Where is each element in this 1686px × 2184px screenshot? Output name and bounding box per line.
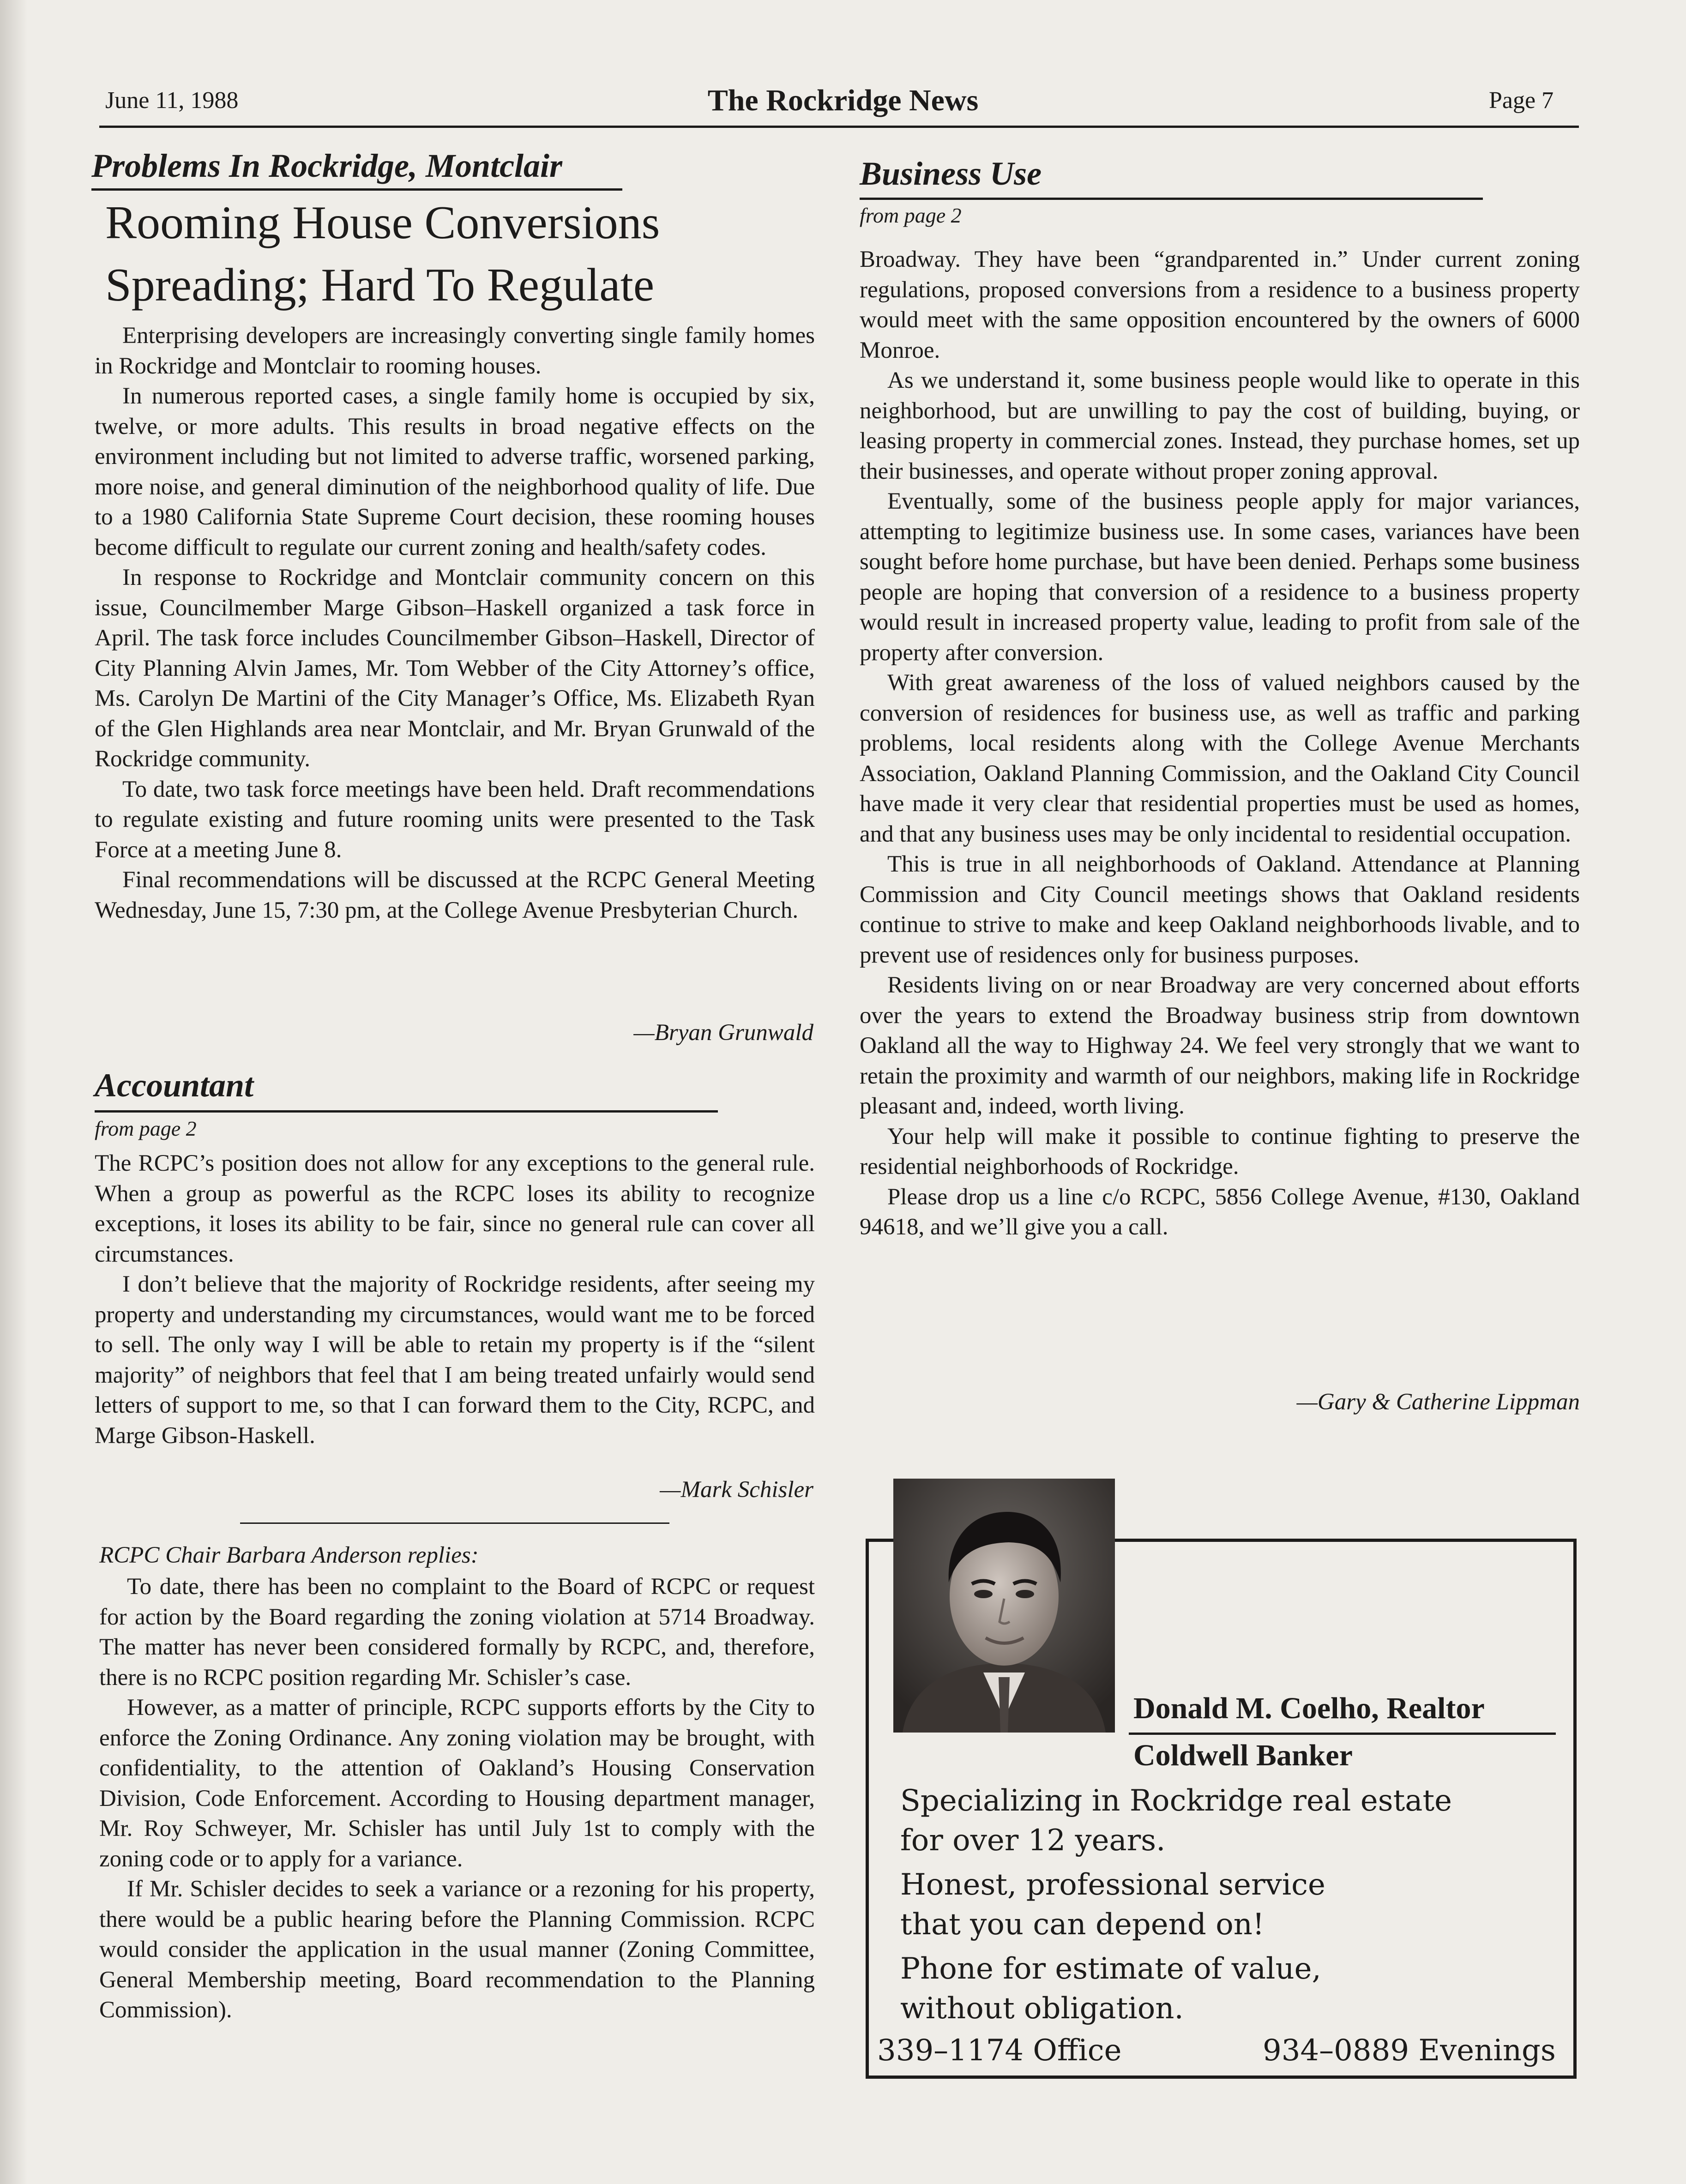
ad-line: Phone for estimate of value, xyxy=(900,1952,1321,1986)
reply-intro: RCPC Chair Barbara Anderson replies: xyxy=(99,1542,479,1568)
accountant-from-page: from page 2 xyxy=(95,1117,197,1140)
ad-line: Honest, professional service xyxy=(900,1868,1325,1902)
reply-separator-rule xyxy=(240,1522,669,1524)
rooming-byline: —Bryan Grunwald xyxy=(633,1020,813,1046)
accountant-rule xyxy=(95,1110,718,1113)
rooming-headline-line2: Spreading; Hard To Regulate xyxy=(105,259,655,311)
portrait-illustration xyxy=(893,1479,1115,1733)
rooming-paragraph: To date, two task force meetings have been held. Draft recommendations to regulate existing and future rooming units were presented to the Task Force at a meeting June 8. xyxy=(95,776,815,863)
accountant-paragraph: I don’t believe that the majority of Rockridge residents, after seeing my property and understanding my circumstances, would want me to be forced to sell. The only way I will be able to retain my property is if the “silent majority” of neighbors that feel that I am being treated unfairly would send letters of support to me, so that I can forward them to the City, RCPC, and Marge Gibson-Haskell. xyxy=(95,1271,815,1449)
realtor-firm: Coldwell Banker xyxy=(1133,1739,1353,1772)
reply-paragraph: To date, there has been no complaint to the Board of RCPC or request for action by the Board regarding the zoning violation at 5714 Broadway. The matter has never been considered formally by RCPC, and, therefore, there is no RCPC position regarding Mr. Schisler’s case. xyxy=(99,1574,815,1691)
office-phone: 339–1174 Office xyxy=(877,2034,1122,2068)
ad-line: for over 12 years. xyxy=(900,1823,1166,1858)
accountant-body xyxy=(95,1149,815,1451)
rooming-body xyxy=(95,321,815,926)
rooming-paragraph: Enterprising developers are increasingly converting single family homes in Rockridge and Montclair to rooming houses. xyxy=(95,323,815,379)
business-paragraph: Your help will make it possible to continue fighting to preserve the residential neighborhoods of Rockridge. xyxy=(860,1123,1580,1179)
business-paragraph: With great awareness of the loss of valued neighbors caused by the conversion of residences for business use, as well as traffic and parking problems, local residents along with the College Avenue Merchants Association, Oakland Planning Commission, and the Oakland City Council have made it very clear that residential properties must be used as homes, and that any business uses may be only incidental to residential occupation. xyxy=(860,670,1580,847)
reply-paragraph: However, as a matter of principle, RCPC supports efforts by the City to enforce the Zoning Ordinance. Any zoning violation may be brought, with confidentiality, to the attention of Oakland’s Housing Conservation Division, Code Enforcement. According to Housing department manager, Mr. Roy Schweyer, Mr. Schisler has until July 1st to comply with the zoning code or to apply for a variance. xyxy=(99,1695,815,1872)
accountant-kicker: Accountant xyxy=(95,1067,254,1104)
evening-phone: 934–0889 Evenings xyxy=(1263,2034,1556,2068)
business-body xyxy=(860,245,1580,1243)
ad-line: without obligation. xyxy=(900,1991,1184,2026)
rooming-paragraph: Final recommendations will be discussed at the RCPC General Meeting Wednesday, June 15, 7:30 pm, at the College Avenue Presbyterian Church. xyxy=(95,867,815,923)
accountant-paragraph: The RCPC’s position does not allow for any exceptions to the general rule. When a group as powerful as the RCPC loses its ability to recognize exceptions, it loses its ability to be fair, since no general rule can cover all circumstances. xyxy=(95,1150,815,1267)
rooming-paragraph: In response to Rockridge and Montclair community concern on this issue, Councilmember Marge Gibson–Haskell organized a task force in April. The task force includes Councilmember Gibson–Haskell, Director of City Planning Alvin James, Mr. Tom Webber of the City Attorney’s office, Ms. Carolyn De Martini of the City Manager’s Office, Ms. Elizabeth Ryan of the Glen Highlands area near Montclair, and Mr. Bryan Grunwald of the Rockridge community. xyxy=(95,565,815,772)
rooming-paragraph: In numerous reported cases, a single family home is occupied by six, twelve, or more adults. This results in broad negative effects on the environment including but not limited to adverse traffic, worsened parking, more noise, and general diminution of the neighborhood quality of life. Due to a 1980 California State Supreme Court decision, these rooming houses become difficult to regulate our current zoning and health/safety codes. xyxy=(95,383,815,560)
rooming-headline-line1: Rooming House Conversions xyxy=(105,197,660,249)
reply-paragraph: If Mr. Schisler decides to seek a variance or a rezoning for his property, there would be a public hearing before the Planning Commission. RCPC would consider the application in the usual manner (Zoning Committee, General Membership meeting, Board recommendation to the Planning Commission). xyxy=(99,1876,815,2023)
business-paragraph: Please drop us a line c/o RCPC, 5856 College Avenue, #130, Oakland 94618, and we’ll give you a call. xyxy=(860,1184,1580,1240)
ad-line: Specializing in Rockridge real estate xyxy=(900,1784,1452,1818)
business-byline: —Gary & Catherine Lippman xyxy=(1296,1389,1580,1415)
business-from-page: from page 2 xyxy=(860,204,962,227)
business-rule xyxy=(860,198,1483,200)
ad-line: that you can depend on! xyxy=(900,1907,1264,1942)
business-kicker: Business Use xyxy=(860,155,1042,192)
business-paragraph: Broadway. They have been “grandparented in.” Under current zoning regulations, proposed conversions from a residence to a business property would meet with the same opposition encountered by the owners of 6000 Monroe. xyxy=(860,247,1580,363)
page-edge-shadow xyxy=(0,0,28,2184)
rooming-kicker: Problems In Rockridge, Montclair xyxy=(91,147,563,184)
masthead-rule xyxy=(99,126,1579,128)
page-number: Page 7 xyxy=(1489,87,1554,114)
business-paragraph: As we understand it, some business people would like to operate in this neighborhood, but are unwilling to pay the cost of building, buying, or leasing property in commercial zones. Instead, they purchase homes, set up their businesses, and operate without proper zoning approval. xyxy=(860,367,1580,484)
newspaper-title: The Rockridge News xyxy=(707,84,979,117)
business-paragraph: Eventually, some of the business people apply for major variances, attempting to legitimize business use. In some cases, variances have been sought before home purchase, but have been denied. Perhaps some business people are hoping that conversion of a residence to a business property would result in increased property value, leading to profit from sale of the property after conversion. xyxy=(860,488,1580,666)
realtor-name: Donald M. Coelho, Realtor xyxy=(1133,1691,1485,1725)
realtor-portrait-photo xyxy=(893,1479,1115,1733)
rooming-kicker-rule xyxy=(91,188,622,191)
business-paragraph: This is true in all neighborhoods of Oakland. Attendance at Planning Commission and City Council meetings shows that Oakland residents continue to strive to make and keep Oakland neighborhoods livable, and to prevent use of residences only for business purposes. xyxy=(860,851,1580,968)
accountant-byline: —Mark Schisler xyxy=(660,1477,813,1503)
issue-date: June 11, 1988 xyxy=(105,87,239,114)
reply-body xyxy=(99,1572,815,2026)
business-paragraph: Residents living on or near Broadway are very concerned about efforts over the years to extend the Broadway business strip from downtown Oakland all the way to Highway 24. We feel very strongly that we want to retain the proximity and warmth of our neighbors, making life in Rockridge pleasant and, indeed, worth living. xyxy=(860,972,1580,1119)
realtor-name-rule xyxy=(1129,1733,1556,1735)
